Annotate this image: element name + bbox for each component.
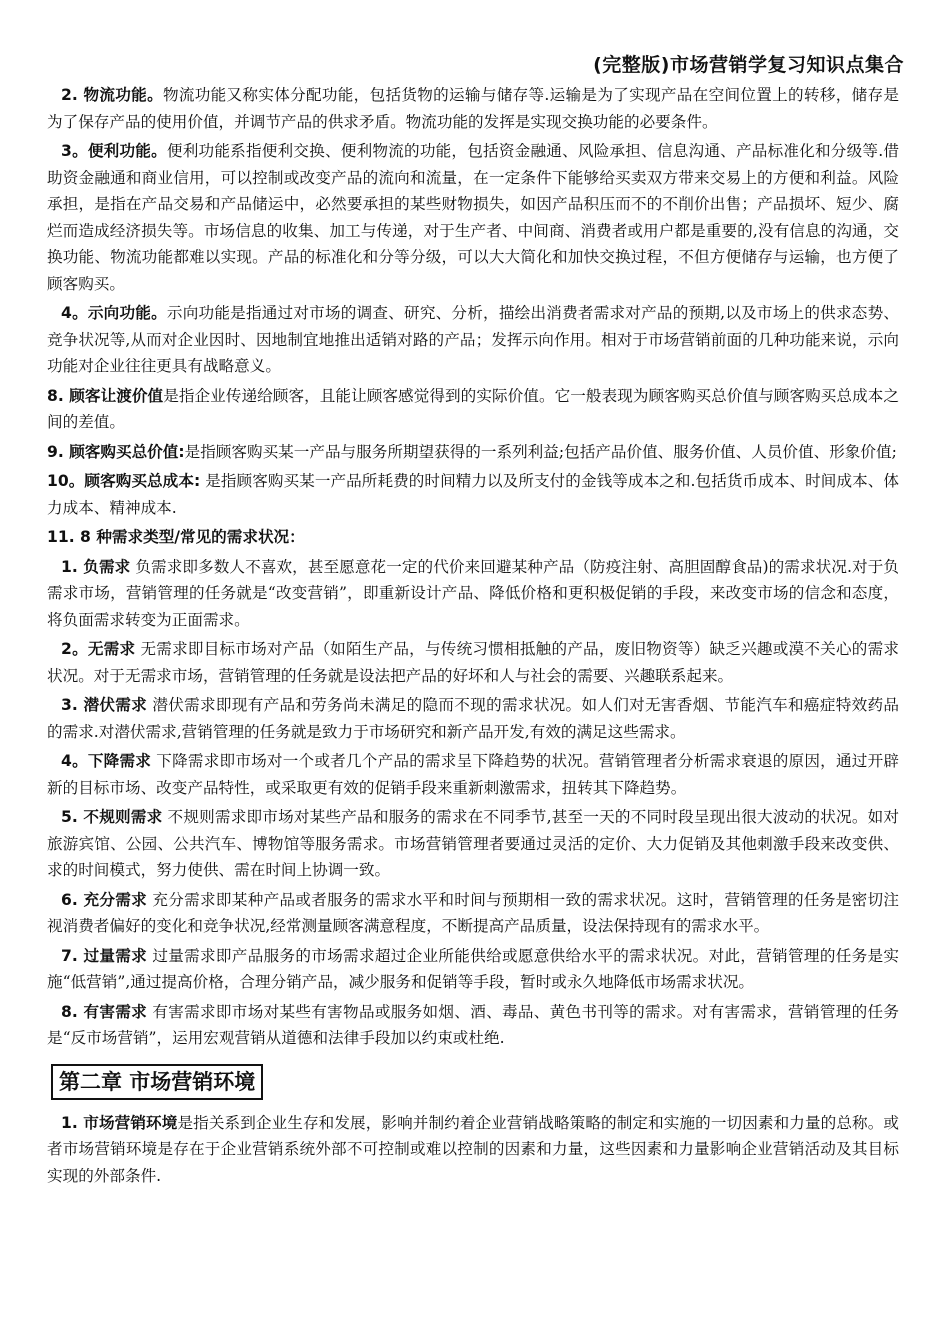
- term-text: 是指关系到企业生存和发展，影响并制约着企业营销战略策略的制定和实施的一切因素和力量的总称。或者市场营销环境是存在于企业营销系统外部不可控制或难以控制的因素和力量，这些因素和力量影响企业营销活动及其目标实现的外部条件.: [47, 1113, 899, 1185]
- demand-text: 过量需求即产品服务的市场需求超过企业所能供给或愿意供给水平的需求状况。对此，营销管理的任务是实施“低营销”,通过提高价格，合理分销产品，减少服务和促销等手段，暂时或永久地降低市场需求状况。: [47, 946, 899, 991]
- paragraph-facilitating-function: [47, 138, 899, 297]
- demand-item-latent: [47, 692, 899, 745]
- term-label: 10。顾客购买总成本:: [47, 472, 201, 490]
- demand-text: 负需求即多数人不喜欢，甚至愿意花一定的代价来回避某种产品（防疫注射、高胆固醇食品)的需求状况.对于负需求市场，营销管理的任务就是“改变营销”，即重新设计产品、降低价格和更积极促销的手段，来改变市场的信念和态度，将负面需求转变为正面需求。: [47, 557, 900, 629]
- term-label: 1. 市场营销环境: [61, 1113, 178, 1132]
- demand-item-no-demand: [47, 636, 899, 689]
- term-text: 便利功能系指便利交换、便利物流的功能，包括资金融通、风险承担、信息沟通、产品标准化和分级等.借助资金融通和商业信用，可以控制或改变产品的流向和流量，在一定条件下能够给买卖双方带来交易上的方便和利益。风险承担，是指在产品交易和产品储运中，必然要承担的某些财物损失，如因产品积压而不的不削价出售；产品损坏、短少、腐烂而造成经济损失等。市场信息的收集、加工与传递，对于生产者、中间商、消费者或用户都是重要的,没有信息的沟通，交换功能、物流功能都难以实现。产品的标准化和分等分级，可以大大简化和加快交换过程，不但方便储存与运输，也方便了顾客购买。: [47, 142, 899, 293]
- term-text: 是指企业传递给顾客，且能让顾客感觉得到的实际价值。它一般表现为顾客购买总价值与顾客购买总成本之间的差值。: [47, 386, 899, 431]
- paragraph-total-customer-cost: [47, 468, 899, 521]
- term-text: 物流功能又称实体分配功能，包括货物的运输与储存等.运输是为了实现产品在空间位置上的转移，储存是为了保存产品的使用价值，并调节产品的供求矛盾。物流功能的发挥是实现交换功能的必要条件。: [47, 86, 899, 131]
- demand-label: 5. 不规则需求: [61, 808, 163, 826]
- demand-text: 潜伏需求即现有产品和劳务尚未满足的隐而不现的需求状况。如人们对无害香烟、节能汽车和癌症特效药品的需求.对潜伏需求,营销管理的任务就是致力于市场研究和新产品开发,有效的满足这些需求。: [47, 696, 899, 741]
- document-body: [47, 82, 899, 1192]
- term-label: 2. 物流功能。: [61, 86, 163, 104]
- chapter-title: 第二章 市场营销环境: [51, 1064, 263, 1100]
- paragraph-customer-delivered-value: [47, 383, 899, 436]
- term-label: 8. 顾客让渡价值: [47, 386, 164, 405]
- demand-item-negative: [47, 554, 899, 634]
- demand-label: 7. 过量需求: [61, 946, 148, 965]
- paragraph-total-customer-value: [47, 439, 899, 466]
- demand-item-overfull: [47, 943, 899, 996]
- demand-label: 6. 充分需求: [61, 890, 148, 909]
- term-text: 是指顾客购买某一产品与服务所期望获得的一系列利益;包括产品价值、服务价值、人员价值、形象价值;: [184, 442, 897, 461]
- term-label: 3。便利功能。: [61, 142, 167, 160]
- term-label: 4。示向功能。: [61, 304, 167, 322]
- demand-label: 1. 负需求: [61, 557, 131, 576]
- paragraph-guiding-function: [47, 300, 899, 380]
- paragraph-logistics-function: [47, 82, 899, 135]
- term-text: 示向功能是指通过对市场的调查、研究、分析，描绘出消费者需求对产品的预期,以及市场上的供求态势、竞争状况等,从而对企业因时、因地制宜地推出适销对路的产品；发挥示向作用。相对于市场营销前面的几种功能来说，示向功能对企业往往更具有战略意义。: [47, 304, 899, 375]
- chapter-heading-wrapper: [51, 1064, 899, 1100]
- term-text: 是指顾客购买某一产品所耗费的时间精力以及所支付的金钱等成本之和.包括货币成本、时间成本、体力成本、精神成本.: [47, 472, 899, 517]
- page-header-title: (完整版)市场营销学复习知识点集合: [593, 54, 904, 76]
- demand-text: 无需求即目标市场对产品（如陌生产品，与传统习惯相抵触的产品，废旧物资等）缺乏兴趣或漠不关心的需求状况。对于无需求市场，营销管理的任务就是设法把产品的好坏和人与社会的需要、兴趣联系起来。: [47, 640, 899, 685]
- demand-types-heading: 11. 8 种需求类型/常见的需求状况：: [47, 528, 305, 546]
- demand-text: 充分需求即某种产品或者服务的需求水平和时间与预期相一致的需求状况。这时，营销管理的任务是密切注视消费者偏好的变化和竞争状况,经常测量顾客满意程度，不断提高产品质量，设法保持现有的需求水平。: [47, 890, 899, 935]
- demand-item-unwholesome: [47, 999, 899, 1052]
- demand-text: 下降需求即市场对一个或者几个产品的需求呈下降趋势的状况。营销管理者分析需求衰退的原因，通过开辟新的目标市场、改变产品特性，或采取更有效的促销手段来重新刺激需求，扭转其下降趋势。: [47, 752, 899, 797]
- term-label: 9. 顾客购买总价值:: [47, 442, 185, 461]
- demand-item-declining: [47, 748, 899, 801]
- demand-label: 4。下降需求: [61, 752, 152, 770]
- demand-label: 2。无需求: [61, 640, 136, 658]
- demand-label: 8. 有害需求: [61, 1002, 148, 1021]
- demand-text: 有害需求即市场对某些有害物品或服务如烟、酒、毒品、黄色书刊等的需求。对有害需求，营销管理的任务是“反市场营销”，运用宏观营销从道德和法律手段加以约束或杜绝.: [47, 1002, 899, 1047]
- demand-item-irregular: [47, 804, 899, 884]
- demand-text: 不规则需求即市场对某些产品和服务的需求在不同季节,甚至一天的不同时段呈现出很大波动的状况。如对旅游宾馆、公园、公共汽车、博物馆等服务需求。市场营销管理者要通过灵活的定价、大力促销及其他刺激手段来改变供、求的时间模式，努力使供、需在时间上协调一致。: [47, 808, 899, 879]
- demand-item-full: [47, 887, 899, 940]
- demand-label: 3. 潜伏需求: [61, 696, 148, 714]
- paragraph-marketing-environment: [47, 1110, 899, 1190]
